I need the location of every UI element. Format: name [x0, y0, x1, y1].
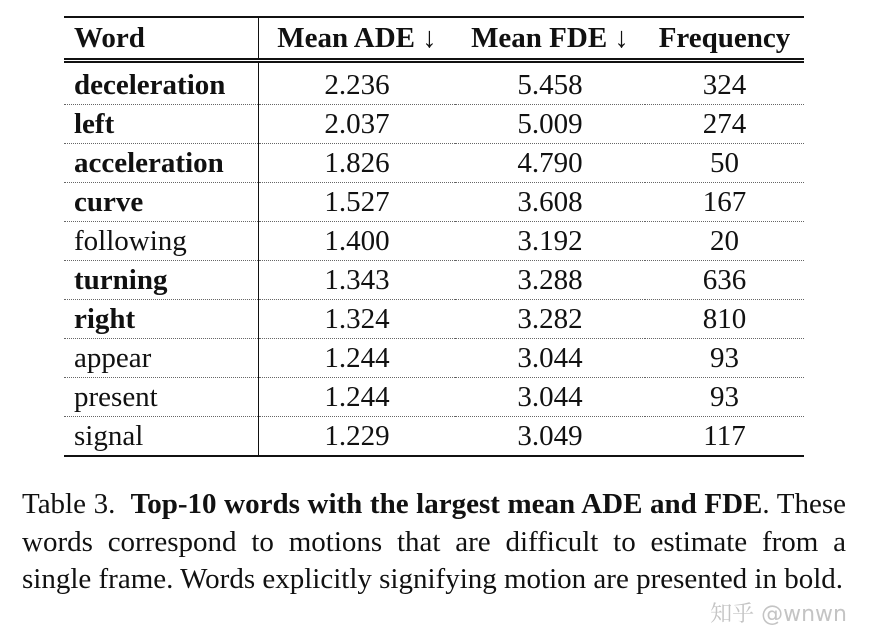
table-caption — [22, 486, 846, 599]
caption-title: Top-10 words with the largest mean ADE and FDE — [130, 488, 763, 520]
table-row — [64, 261, 804, 300]
cell-mean-fde: 3.044 — [455, 378, 645, 417]
header-word: Word — [64, 17, 259, 61]
cell-word: turning — [64, 261, 259, 300]
cell-word: signal — [64, 417, 259, 457]
cell-mean-ade: 1.527 — [259, 183, 456, 222]
table-row — [64, 61, 804, 105]
caption-title-end: . — [762, 488, 770, 520]
cell-frequency: 20 — [645, 222, 804, 261]
cell-frequency: 324 — [645, 61, 804, 105]
cell-mean-fde: 5.458 — [455, 61, 645, 105]
table-row — [64, 144, 804, 183]
cell-frequency: 636 — [645, 261, 804, 300]
table-row — [64, 339, 804, 378]
cell-word: acceleration — [64, 144, 259, 183]
cell-word: present — [64, 378, 259, 417]
cell-mean-ade: 2.236 — [259, 61, 456, 105]
cell-mean-fde: 3.282 — [455, 300, 645, 339]
cell-mean-fde: 4.790 — [455, 144, 645, 183]
cell-mean-ade: 2.037 — [259, 105, 456, 144]
table-row — [64, 105, 804, 144]
cell-mean-ade: 1.244 — [259, 339, 456, 378]
cell-frequency: 117 — [645, 417, 804, 457]
table-body — [64, 61, 804, 457]
cell-word: right — [64, 300, 259, 339]
cell-frequency: 93 — [645, 339, 804, 378]
cell-word: following — [64, 222, 259, 261]
cell-mean-ade: 1.244 — [259, 378, 456, 417]
cell-mean-ade: 1.400 — [259, 222, 456, 261]
cell-mean-fde: 3.608 — [455, 183, 645, 222]
caption-label: Table 3. — [22, 488, 116, 520]
cell-word: curve — [64, 183, 259, 222]
caption-body: These words correspond to motions that are difficult to estimate from a single frame. Words explicitly signifying motion are presented in bold. — [22, 488, 846, 595]
table-row — [64, 183, 804, 222]
cell-mean-fde: 3.192 — [455, 222, 645, 261]
cell-mean-fde: 3.288 — [455, 261, 645, 300]
table-row — [64, 417, 804, 457]
cell-word: deceleration — [64, 61, 259, 105]
cell-mean-ade: 1.826 — [259, 144, 456, 183]
cell-word: left — [64, 105, 259, 144]
table-row — [64, 300, 804, 339]
watermark: 知乎 @wnwn — [710, 602, 847, 627]
cell-mean-ade: 1.229 — [259, 417, 456, 457]
header-frequency: Frequency — [645, 17, 804, 61]
table-row — [64, 222, 804, 261]
results-table — [64, 16, 804, 457]
cell-frequency: 93 — [645, 378, 804, 417]
cell-frequency: 810 — [645, 300, 804, 339]
cell-mean-fde: 5.009 — [455, 105, 645, 144]
cell-frequency: 274 — [645, 105, 804, 144]
cell-mean-ade: 1.343 — [259, 261, 456, 300]
cell-mean-fde: 3.044 — [455, 339, 645, 378]
cell-frequency: 167 — [645, 183, 804, 222]
cell-mean-ade: 1.324 — [259, 300, 456, 339]
header-mean-fde: Mean FDE ↓ — [455, 17, 645, 61]
cell-frequency: 50 — [645, 144, 804, 183]
table-row — [64, 378, 804, 417]
cell-mean-fde: 3.049 — [455, 417, 645, 457]
header-row — [64, 17, 804, 61]
cell-word: appear — [64, 339, 259, 378]
header-mean-ade: Mean ADE ↓ — [259, 17, 456, 61]
